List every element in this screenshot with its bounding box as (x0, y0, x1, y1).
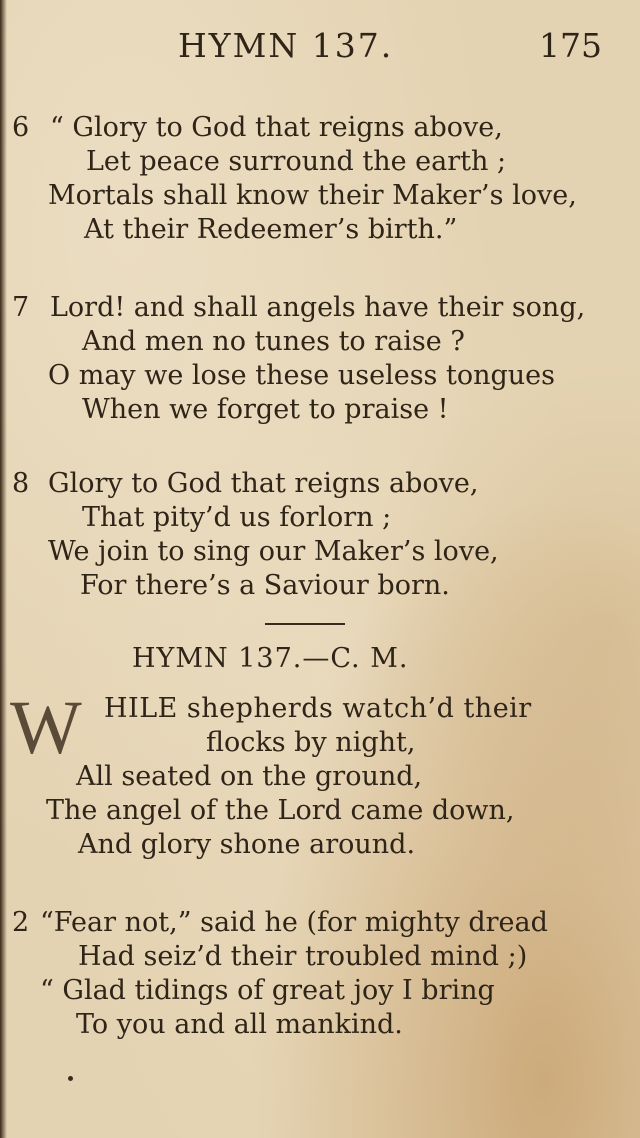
verse-line: Lord! and shall angels have their song, (50, 292, 586, 323)
hymn-heading: HYMN 137.—C. M. (132, 643, 409, 674)
verse-line: For there’s a Saviour born. (80, 570, 450, 601)
drop-cap: W (10, 686, 82, 770)
stanza-number: 2 (12, 907, 30, 938)
verse-line: Let peace surround the earth ; (86, 146, 507, 177)
verse-line: flocks by night, (206, 727, 416, 758)
stanza-number: 7 (12, 292, 30, 323)
verse-line: All seated on the ground, (76, 761, 423, 792)
verse-line: And men no tunes to raise ? (82, 326, 465, 357)
running-title: HYMN 137. (178, 26, 394, 65)
verse-line: O may we lose these useless tongues (48, 360, 556, 391)
verse-line: To you and all mankind. (76, 1009, 403, 1040)
stanza-number: 8 (12, 468, 30, 499)
verse-line: At their Redeemer’s birth.” (84, 214, 458, 245)
verse-line: Mortals shall know their Maker’s love, (48, 180, 577, 211)
verse-line: That pity’d us forlorn ; (82, 502, 392, 533)
verse-line: And glory shone around. (78, 829, 416, 860)
verse-line: The angel of the Lord came down, (46, 795, 515, 826)
verse-line: When we forget to praise ! (82, 394, 449, 425)
page-number: 175 (539, 26, 602, 65)
section-divider (265, 623, 345, 625)
page-header (0, 26, 640, 66)
verse-line: Glory to God that reigns above, (48, 468, 479, 499)
stanza-number: 6 (12, 112, 30, 143)
verse-line: We join to sing our Maker’s love, (48, 536, 499, 567)
ink-spot (68, 1076, 73, 1081)
verse-line: “Fear not,” said he (for mighty dread (40, 907, 548, 938)
page-binding-edge (0, 0, 7, 1138)
verse-line: “ Glory to God that reigns above, (50, 112, 503, 143)
verse-line: “ Glad tidings of great joy I bring (40, 975, 495, 1006)
verse-line: HILE shepherds watch’d their (104, 693, 532, 724)
verse-line: Had seiz’d their troubled mind ;) (78, 941, 528, 972)
